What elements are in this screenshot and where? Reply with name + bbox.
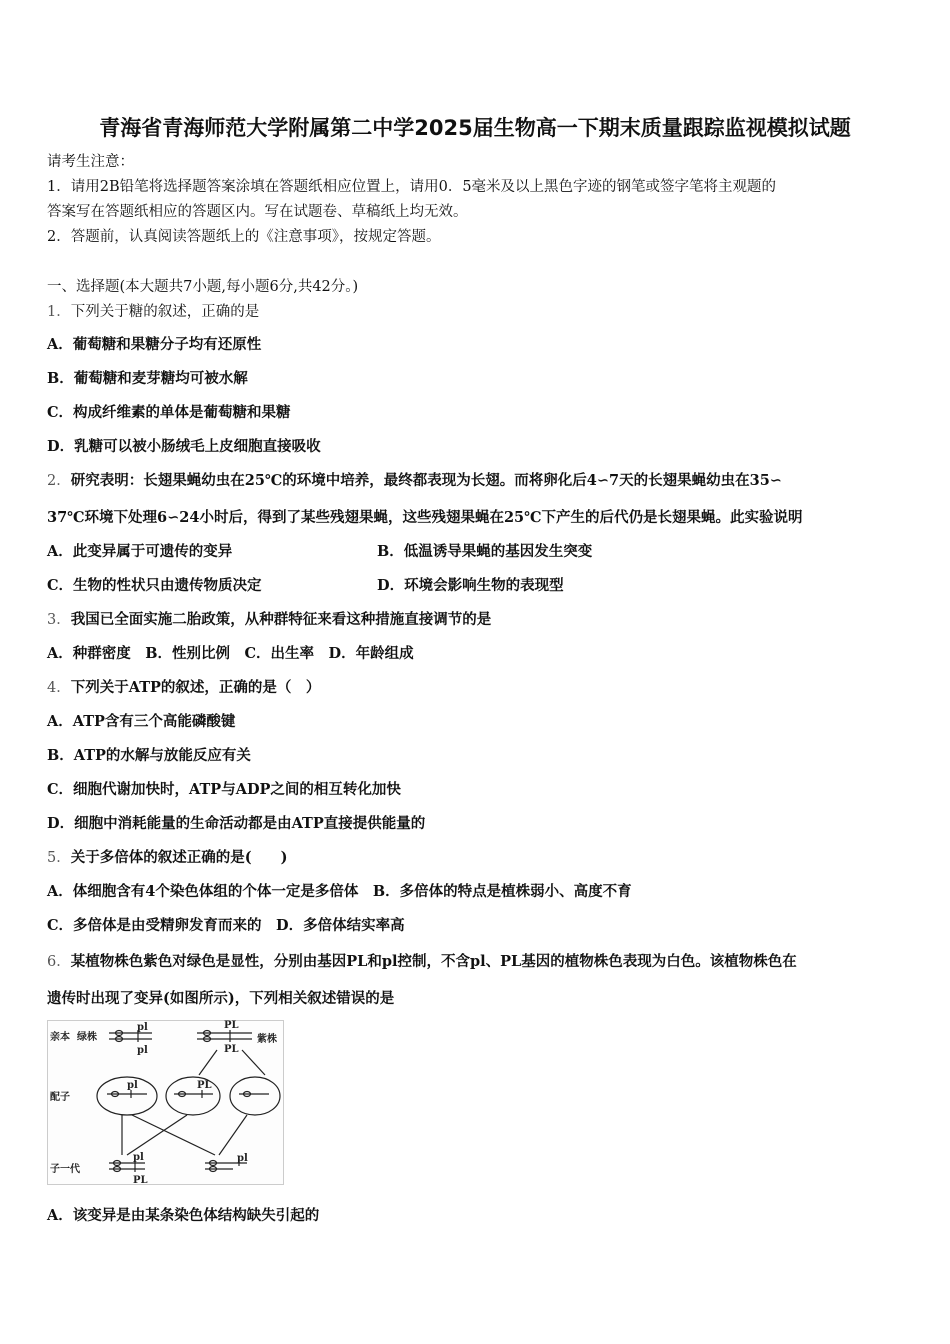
q5-options-ab: A．体细胞含有4个染色体组的个体一定是多倍体 B．多倍体的特点是植株弱小、高度不育	[47, 883, 632, 900]
label-gamete-pl: pl	[127, 1080, 138, 1091]
label-green-pl-top: pl	[137, 1022, 148, 1033]
label-f1: 子一代	[50, 1164, 80, 1175]
question-stem: 下列关于ATP的叙述，正确的是（ ）	[70, 679, 321, 696]
page-title: 青海省青海师范大学附属第二中学2025届生物高一下期末质量跟踪监视模拟试题	[99, 116, 851, 140]
q2-options-ab	[47, 542, 593, 562]
question-1	[47, 302, 259, 322]
label-green-pl-bottom: pl	[137, 1045, 148, 1056]
label-parent: 亲本	[50, 1032, 70, 1043]
q1-option-a: A．葡萄糖和果糖分子均有还原性	[47, 336, 262, 353]
q4-option-a: A．ATP含有三个高能磷酸键	[47, 713, 236, 730]
q1-option-c: C．构成纤维素的单体是葡萄糖和果糖	[47, 404, 291, 421]
question-2-cont: 37℃环境下处理6∽24小时后，得到了某些残翅果蝇，这些残翅果蝇在25℃下产生的后代仍是长翅果蝇。此实验说明	[47, 509, 803, 526]
q4-option-c: C．细胞代谢加快时，ATP与ADP之间的相互转化加快	[47, 781, 401, 798]
label-gamete: 配子	[50, 1092, 70, 1103]
question-stem: 某植物株色紫色对绿色是显性，分别由基因PL和pl控制，不含pl、PL基因的植物株色表现为白色。该植物株色在	[70, 953, 797, 970]
question-number: 6．	[47, 954, 71, 970]
q5-options-cd: C．多倍体是由受精卵发育而来的 D．多倍体结实率高	[47, 917, 405, 934]
question-stem: 下列关于糖的叙述，正确的是	[70, 304, 260, 320]
section-heading: 一、选择题(本大题共7小题,每小题6分,共42分。)	[47, 279, 359, 295]
q2-option-b: B．低温诱导果蝇的基因发生突变	[377, 543, 593, 560]
label-purple: 紫株	[257, 1034, 277, 1045]
q2-option-c: C．生物的性状只由遗传物质决定	[47, 577, 262, 594]
question-number: 1．	[47, 304, 71, 320]
q2-option-d: D．环境会影响生物的表现型	[377, 577, 564, 594]
q3-options: A．种群密度 B．性别比例 C．出生率 D．年龄组成	[47, 645, 414, 662]
q2-option-a: A．此变异属于可遗传的变异	[47, 543, 233, 560]
notice-item-2: 2．答题前，认真阅读答题纸上的《注意事项》，按规定答题。	[47, 229, 441, 245]
notice-item-1-cont: 答案写在答题纸相应的答题区内。写在试题卷、草稿纸上均无效。	[47, 204, 468, 220]
diagram-frame	[48, 1021, 284, 1185]
notice-item-1: 1．请用2B铅笔将选择题答案涂填在答题纸相应位置上，请用0．5毫米及以上黑色字迹的钢笔或签字笔将主观题的	[47, 179, 777, 195]
question-number: 4．	[47, 680, 71, 696]
q2-options-cd	[47, 576, 564, 596]
q1-option-b: B．葡萄糖和麦芽糖均可被水解	[47, 370, 248, 387]
q4-option-b: B．ATP的水解与放能反应有关	[47, 747, 251, 764]
question-stem: 我国已全面实施二胎政策，从种群特征来看这种措施直接调节的是	[70, 611, 492, 628]
question-4	[47, 678, 320, 698]
question-5	[47, 848, 287, 868]
label-f1b-pl: pl	[237, 1153, 248, 1164]
question-2	[47, 471, 782, 491]
chromosome-diagram	[47, 1020, 284, 1185]
notice-heading: 请考生注意：	[47, 154, 134, 170]
question-6-cont: 遗传时出现了变异(如图所示)，下列相关叙述错误的是	[47, 990, 395, 1007]
question-number: 2．	[47, 473, 71, 489]
label-f1-PL: PL	[133, 1175, 148, 1185]
question-stem: 关于多倍体的叙述正确的是( )	[70, 849, 288, 866]
question-stem: 研究表明：长翅果蝇幼虫在25℃的环境中培养，最终都表现为长翅。而将卵化后4∽7天的长翅果蝇幼虫在35∽	[70, 472, 782, 489]
label-purple-PL-bottom: PL	[224, 1044, 239, 1055]
q6-option-a: A．该变异是由某条染色体结构缺失引起的	[47, 1207, 320, 1224]
question-number: 3．	[47, 612, 71, 628]
label-green: 绿株	[77, 1032, 97, 1043]
label-f1-pl: pl	[133, 1152, 144, 1163]
question-6	[47, 952, 797, 972]
q4-option-d: D．细胞中消耗能量的生命活动都是由ATP直接提供能量的	[47, 815, 426, 832]
question-3	[47, 610, 491, 630]
label-gamete-PL: PL	[197, 1080, 212, 1091]
label-purple-PL-top: PL	[224, 1020, 239, 1031]
question-number: 5．	[47, 850, 71, 866]
q1-option-d: D．乳糖可以被小肠绒毛上皮细胞直接吸收	[47, 438, 321, 455]
